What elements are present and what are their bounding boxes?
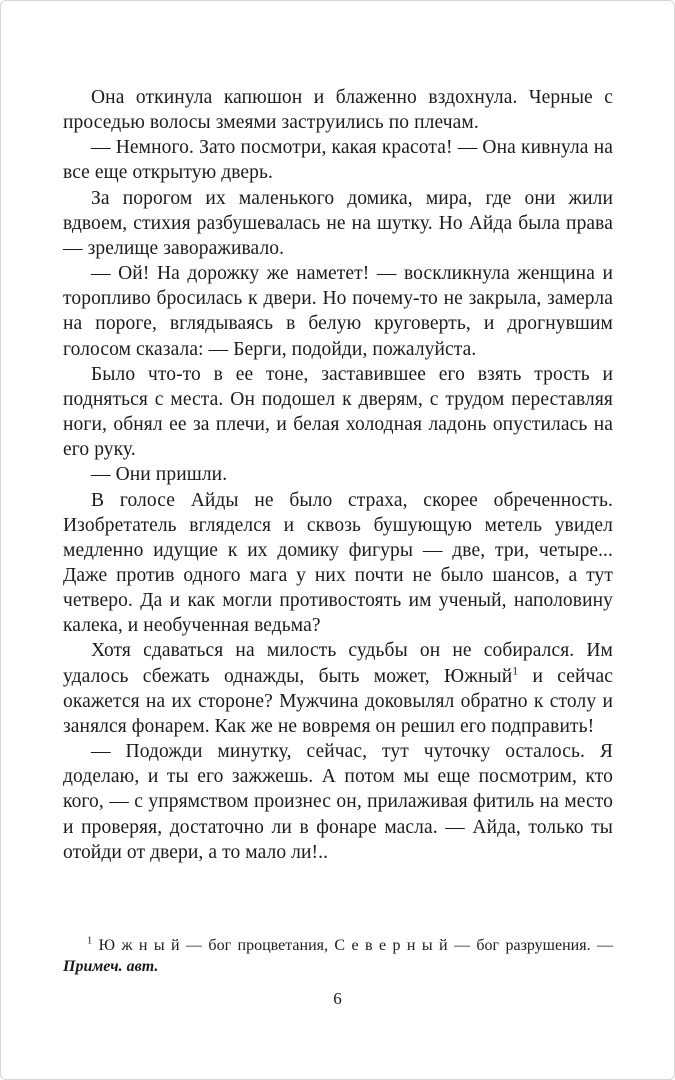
footnote-attribution: Примеч. авт. — [63, 958, 159, 975]
paragraph: За порогом их маленького домика, мира, где они жили вдвоем, стихия разбушевалась не на шутку. Но Айда была права — зрелище завораживало. — [63, 187, 613, 259]
footnote-marker: 1 — [87, 935, 93, 947]
footnote-reference-marker: 1 — [512, 664, 519, 678]
page-text-block — [63, 85, 613, 865]
footnote-definition: Ю ж н ы й — бог процветания, С е в е р н ы й — бог разрушения. — — [98, 937, 613, 954]
paragraph: — Ой! На дорожку же наметет! — воскликнула женщина и торопливо бросилась к двери. Но почему-то не закрыла, замерла на пороге, вглядываясь в белую круговерть, и дрогнувшим голосом сказала: — Берги, подойди, пожалуйста. — [63, 263, 613, 360]
paragraph: — Немного. Зато посмотри, какая красота! — Она кивнула на все еще открытую дверь. — [63, 137, 613, 184]
paragraph: Было что-то в ее тоне, заставившее его взять трость и подняться с места. Он подошел к дверям, с трудом переставляя ноги, обнял ее за плечи, и белая холодная ладонь опустилась на его руку. — [63, 363, 613, 461]
paragraph: — Они пришли. — [91, 464, 228, 486]
paragraph: Она откинула капюшон и блаженно вздохнула. Черные с проседью волосы змеями заструились по плечам. — [63, 87, 613, 134]
paragraph-text: Хотя сдаваться на милость судьбы он не собирался. Им удалось сбежать однажды, быть может, Южный — [63, 640, 613, 687]
footnote-area — [63, 935, 613, 977]
paragraph: В голосе Айды не было страха, скорее обреченность. Изобретатель вгляделся и сквозь бушующую метель увидел медленно идущие к их домику фигуры — две, три, четыре... Даже против одного мага у них почти не было шансов, а тут четверо. Да и как могли противостоять им ученый, наполовину калека, и необученная ведьма? — [63, 489, 613, 637]
paragraph: — Подожди минутку, сейчас, тут чуточку осталось. Я доделаю, и ты его зажжешь. А потом мы еще посмотрим, кто кого, — с упрямством произнес он, прилаживая фитиль на место и проверяя, достаточно ли в фонаре масла. — Айда, только ты отойди от двери, а то мало ли!.. — [63, 741, 613, 863]
paragraph-text: и сейчас окажется на их стороне? Мужчина доковылял обратно к столу и занялся фонарем. Как же не вовремя он решил его подправить! — [63, 665, 614, 737]
footnote-text — [63, 935, 613, 977]
page-number: 6 — [333, 989, 342, 1008]
paragraph — [63, 638, 613, 739]
